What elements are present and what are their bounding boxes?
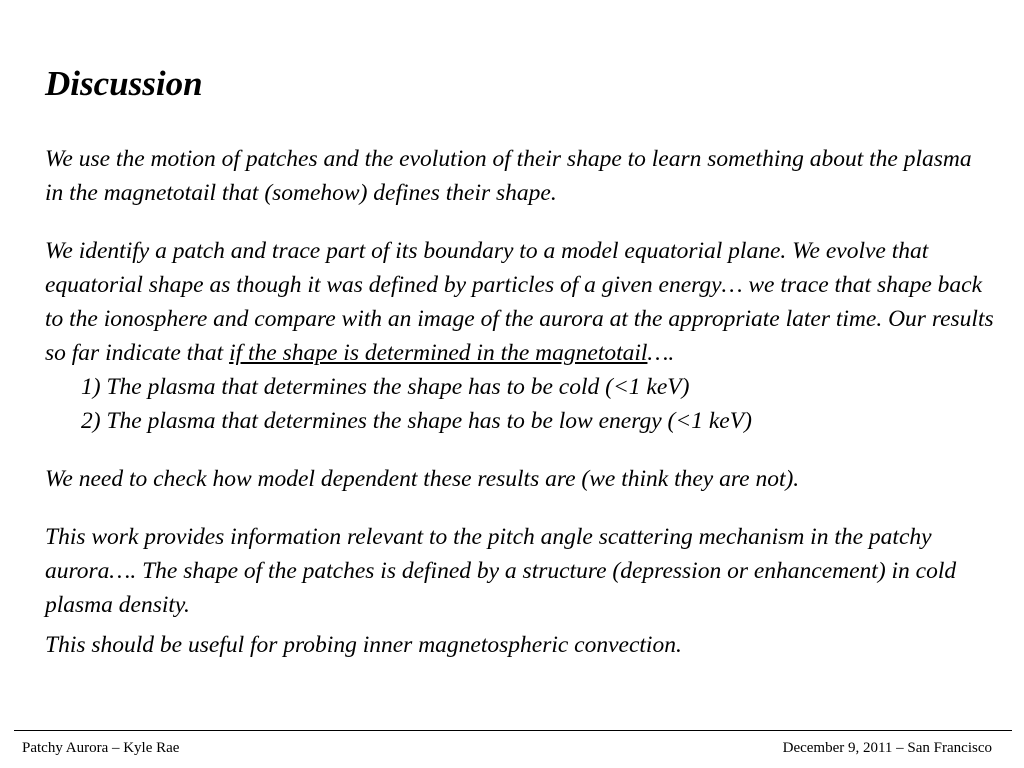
paragraph-method	[45, 234, 995, 370]
paragraph-method-text: We identify a patch and trace part of its boundary to a model equatorial plane. We evolve that equatorial shape as though it was defined by particles of a given energy… we trace that shape back to the ionosphere and compare with an image of the aurora at the appropriate later time. Our results so far indicate that	[45, 238, 994, 366]
paragraph-convection: This should be useful for probing inner magnetospheric convection.	[45, 632, 682, 658]
footer-date-location: December 9, 2011 – San Francisco	[782, 740, 992, 756]
paragraph-pitch-angle: This work provides information relevant to the pitch angle scattering mechanism in the patchy aurora…. The shape of the patches is defined by a structure (depression or enhancement) in cold plasma density.	[45, 524, 957, 618]
results-list-item-low-energy: 2) The plasma that determines the shape has to be low energy (<1 keV)	[81, 408, 752, 434]
paragraph-model-dependence: We need to check how model dependent these results are (we think they are not).	[45, 466, 800, 492]
paragraph-motion: We use the motion of patches and the evolution of their shape to learn something about the plasma in the magnetotail that (somehow) defines their shape.	[45, 146, 972, 206]
footer-divider	[14, 730, 1012, 731]
results-list	[45, 370, 995, 438]
results-list-item-cold: 1) The plasma that determines the shape has to be cold (<1 keV)	[81, 374, 690, 400]
slide-title: Discussion	[45, 64, 203, 103]
slide-body	[45, 142, 995, 662]
footer-author: Patchy Aurora – Kyle Rae	[22, 740, 180, 756]
underlined-condition: if the shape is determined in the magnetotail	[229, 340, 648, 366]
paragraph-method-ellipsis: ….	[647, 340, 675, 366]
